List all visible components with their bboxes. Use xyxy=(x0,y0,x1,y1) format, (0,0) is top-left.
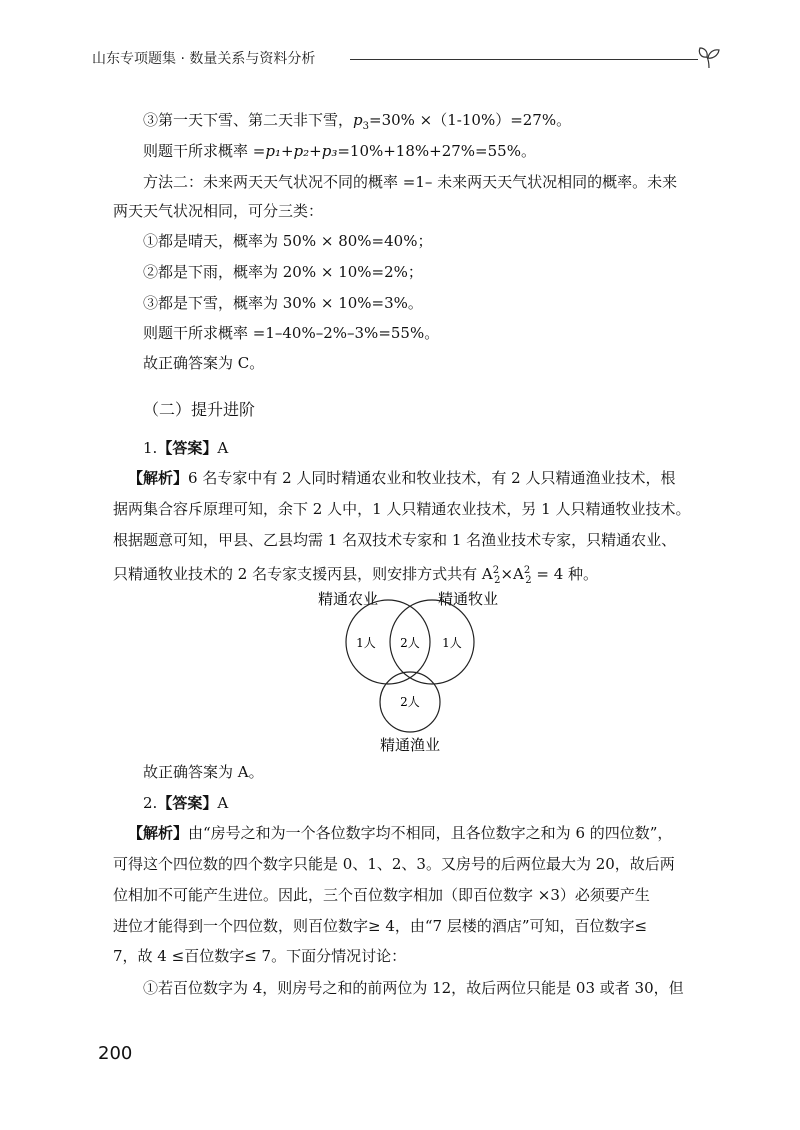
answer-tag: 【答案】 xyxy=(157,439,218,457)
question-number: 2. xyxy=(143,794,158,812)
analysis-tag: 【解析】 xyxy=(128,469,189,487)
section-heading: （二）提升进阶 xyxy=(143,400,256,419)
text-segment: =10%+18%+27%=55%。 xyxy=(337,142,536,160)
subscript: 2 xyxy=(525,575,532,586)
page-number: 200 xyxy=(98,1043,133,1064)
venn-label-agriculture: 精通农业 xyxy=(317,590,379,608)
sprout-icon xyxy=(696,44,722,70)
venn-value-both: 2人 xyxy=(400,636,420,650)
q2-analysis-line-1 xyxy=(128,823,672,843)
analysis-tag: 【解析】 xyxy=(128,824,189,842)
venn-label-pasture: 精通牧业 xyxy=(437,590,499,608)
text-line-result: 则题干所求概率 =1–40%–2%–3%=55%。 xyxy=(143,324,440,342)
text-line-method2: 方法二：未来两天天气状况不同的概率 =1– 未来两天天气状况相同的概率。未来 xyxy=(143,173,678,191)
text-line-rain: ②都是下雨，概率为 20% × 10%=2%； xyxy=(143,263,423,281)
q2-answer-line xyxy=(143,793,228,813)
text-segment: 只精通牧业技术的 2 名专家支援丙县，则安排方式共有 A xyxy=(113,565,493,583)
question-number: 1. xyxy=(143,439,158,457)
answer-value: A xyxy=(217,794,229,812)
superscript: 2 xyxy=(523,565,531,576)
text-segment: ③第一天下雪、第二天非下雪， xyxy=(143,111,354,129)
subscript: 2 xyxy=(494,575,501,586)
running-header xyxy=(92,44,722,70)
answer-tag: 【答案】 xyxy=(157,794,218,812)
text-segment: =30% ×（1-10%）=27%。 xyxy=(369,111,572,129)
text-segment: 则题干所求概率 = xyxy=(143,142,266,160)
q2-analysis-line-3: 位相加不可能产生进位。因此，三个百位数字相加（即百位数字 ×3）必须要产生 xyxy=(113,886,650,904)
text-segment: = 4 种。 xyxy=(531,565,599,583)
text-line-method2-cont: 两天天气状况相同，可分三类： xyxy=(113,202,324,220)
text-line-case3 xyxy=(143,110,571,137)
answer-value: A xyxy=(217,439,229,457)
q1-conclusion: 故正确答案为 A。 xyxy=(143,763,264,781)
text-line-snow: ③都是下雪，概率为 30% × 10%=3%。 xyxy=(143,294,423,312)
venn-value-only-agriculture: 1人 xyxy=(356,636,376,650)
q2-analysis-line-4: 进位才能得到一个四位数，则百位数字≥ 4，由“7 层楼的酒店”可知，百位数字≤ xyxy=(113,917,648,935)
text-line-total-probability xyxy=(143,141,536,161)
q1-analysis-line-3: 根据题意可知，甲县、乙县均需 1 名双技术专家和 1 名渔业技术专家，只精通农业、 xyxy=(113,531,677,549)
text-segment: 由“房号之和为一个各位数字均不相同，且各位数字之和为 6 的四位数”， xyxy=(188,824,673,842)
q2-analysis-line-6: ①若百位数字为 4，则房号之和的前两位为 12，故后两位只能是 03 或者 30，但 xyxy=(143,979,684,997)
header-rule xyxy=(350,59,698,60)
text-line-sunny: ①都是晴天，概率为 50% × 80%=40%； xyxy=(143,232,433,250)
header-title: 山东专项题集 · 数量关系与资料分析 xyxy=(92,51,316,67)
probability-formula: p₁+p₂+p₃ xyxy=(265,142,338,160)
venn-diagram xyxy=(300,586,520,756)
text-line-answer-c: 故正确答案为 C。 xyxy=(143,354,265,372)
venn-label-fishery: 精通渔业 xyxy=(379,736,441,754)
subscript: 3 xyxy=(362,121,369,132)
q2-analysis-line-2: 可得这个四位数的四个数字只能是 0、1、2、3。又房号的后两位最大为 20，故后两 xyxy=(113,855,675,873)
q2-analysis-line-5: 7，故 4 ≤百位数字≤ 7。下面分情况讨论： xyxy=(113,947,407,965)
q1-analysis-line-2: 据两集合容斥原理可知，余下 2 人中，1 人只精通农业技术，另 1 人只精通牧业技术。 xyxy=(113,500,691,518)
q1-answer-line xyxy=(143,438,228,458)
venn-value-only-pasture: 1人 xyxy=(442,636,462,650)
superscript: 2 xyxy=(492,565,500,576)
text-segment: 6 名专家中有 2 人同时精通农业和牧业技术，有 2 人只精通渔业技术，根 xyxy=(188,469,676,487)
variable-p: p xyxy=(353,111,363,129)
venn-value-fishery: 2人 xyxy=(400,695,420,709)
q1-analysis-line-1 xyxy=(128,468,676,488)
text-segment: ×A xyxy=(500,565,524,583)
